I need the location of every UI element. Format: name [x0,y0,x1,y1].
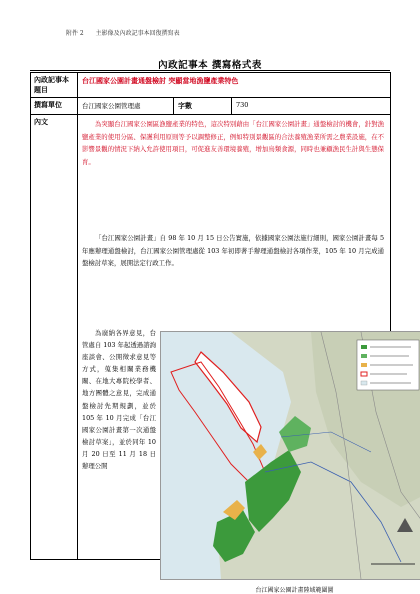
content-cell [78,115,391,594]
title-divider [30,70,390,71]
map-legend-swatch [361,381,367,385]
park-boundary-map [160,331,420,580]
map-legend-swatch [361,345,367,349]
subject-label: 內政記事本題目 [31,73,78,98]
attachment-number: 附件 2 [66,30,84,37]
content-body [78,115,390,594]
map-legend-swatch [361,354,367,358]
subject-value: 台江國家公園計畫通盤檢討 突顯當地漁鹽產業特色 [78,73,391,98]
word-count-value: 730 [232,98,391,115]
writing-form-table [30,72,391,594]
unit-label: 撰寫單位 [31,98,78,115]
paragraph-plan-history: 「台江國家公園計畫」自 98 年 10 月 15 日公告實施，依據國家公園法施行細則，國家公園計畫每 5 年應辦理通盤檢討，台江國家公園管理處從 103 年初即著手辦理通盤檢討各項作業，105 年 10 月完成通盤檢討草案，展開法定行政工作。 [82,234,385,268]
attachment-title: 主影像及內政記事本回復撰寫表 [95,30,180,37]
map-legend-swatch [361,363,367,367]
document-title: 內政記事本 撰寫格式表 [158,60,262,71]
content-label: 內文 [31,115,78,560]
paragraph-red-intro: 為突顯台江國家公園區漁鹽產業的特色，這次特別藉由「台江國家公園計畫」通盤檢討的機會，針對漁鹽產業的使用分區、保護利用原則等予以調整修正，例如特別景觀區的合法養殖漁業所需之農業設施，在不影響景觀的情況下納入允許使用項目，可促進友善環境養殖，增加鳥類食源，同時也兼顧漁民生計與生態保育。 [82,120,385,166]
unit-value: 台江國家公園管理處 [78,98,174,115]
word-count-label: 字數 [174,98,232,115]
header-note [66,28,180,37]
paragraph-public-consultation: 為廣納各界意見，台管處自 103 年起透過諮詢座談會、公開徵求意見等方式，蒐集相關業務機關、在地大專院校學者、地方團體之意見，完成通盤檢討先期規劃，並於 105 年 10 月完成「台江國家公園計畫第一次通盤檢討草案」，並於同年 10 月 20 日至 11 月 18 日辦理公開 [82,329,156,471]
map-caption: 台江國家公園計畫陸域範圍圖 [255,587,334,594]
